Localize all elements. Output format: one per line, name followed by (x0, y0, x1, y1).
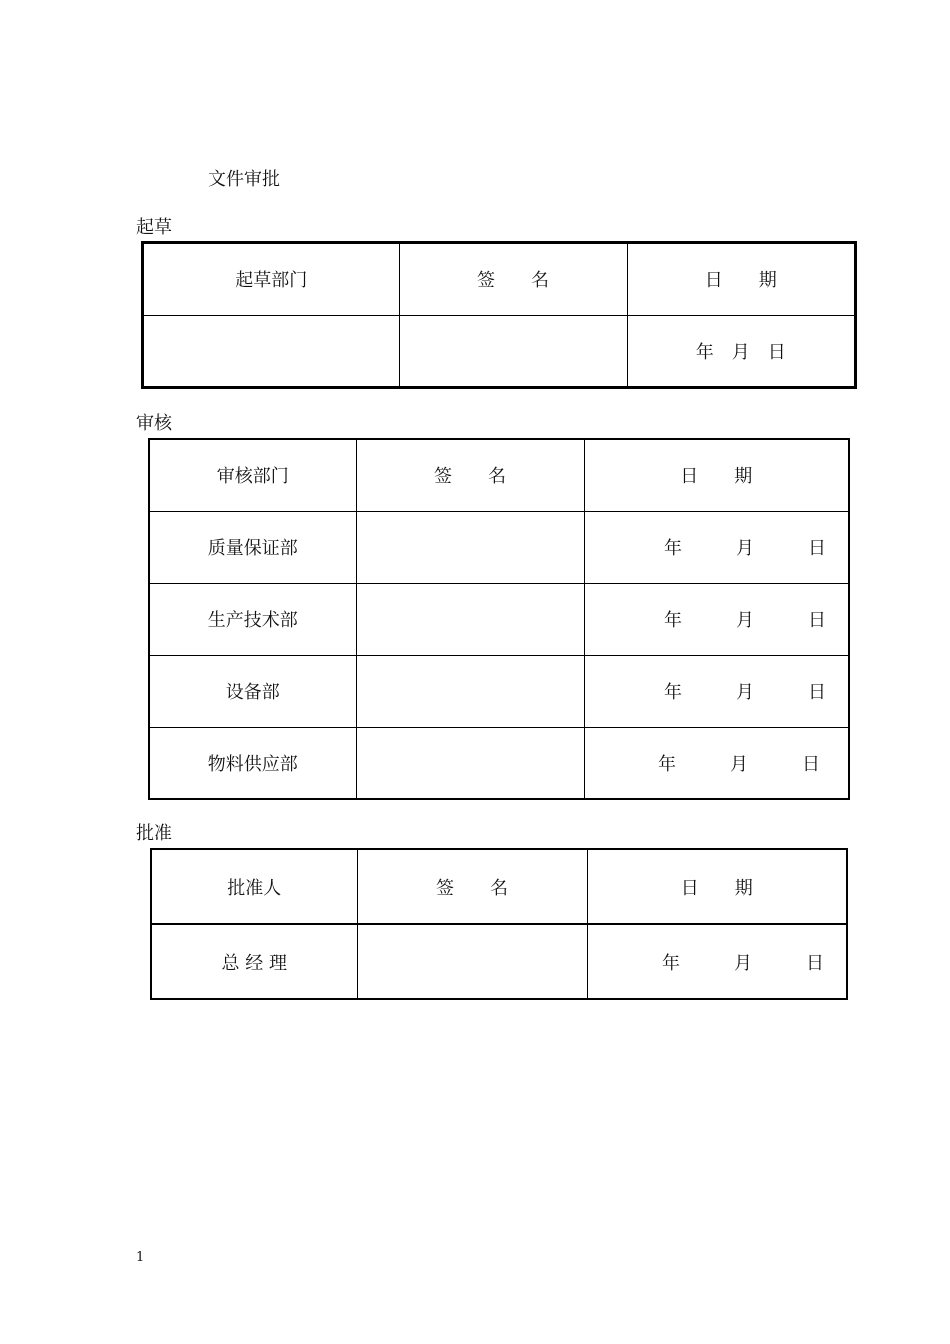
review-dept-cell: 设备部 (149, 655, 356, 727)
review-signature-cell[interactable] (356, 583, 584, 655)
approval-header-row (151, 849, 847, 924)
approval-header-role: 批准人 (151, 849, 357, 924)
approval-date-cell[interactable]: 年 月 日 (587, 924, 847, 999)
review-row-materials (149, 727, 849, 799)
draft-section-label: 起草 (136, 217, 172, 238)
review-header-dept: 审核部门 (149, 439, 356, 511)
review-date-cell[interactable]: 年 月 日 (584, 727, 849, 799)
draft-dept-cell[interactable] (143, 315, 399, 387)
review-row-production (149, 583, 849, 655)
draft-row (143, 315, 855, 387)
approval-section-label: 批准 (136, 823, 172, 844)
review-row-equipment (149, 655, 849, 727)
review-header-signature: 签 名 (356, 439, 584, 511)
review-header-row (149, 439, 849, 511)
review-dept-cell: 生产技术部 (149, 583, 356, 655)
draft-header-date: 日 期 (627, 243, 855, 315)
review-date-cell[interactable]: 年 月 日 (584, 655, 849, 727)
review-date-cell[interactable]: 年 月 日 (584, 583, 849, 655)
review-dept-cell: 质量保证部 (149, 511, 356, 583)
draft-table (142, 242, 856, 388)
approval-role-cell: 总 经 理 (151, 924, 357, 999)
review-dept-cell: 物料供应部 (149, 727, 356, 799)
review-table (148, 438, 850, 800)
review-header-date: 日 期 (584, 439, 849, 511)
approval-row-gm (151, 924, 847, 999)
document-title: 文件审批 (208, 169, 280, 190)
review-section-label: 审核 (136, 413, 172, 434)
page-number: 1 (136, 1250, 145, 1265)
review-date-cell[interactable]: 年 月 日 (584, 511, 849, 583)
draft-header-row (143, 243, 855, 315)
draft-date-cell[interactable]: 年 月 日 (627, 315, 855, 387)
draft-header-signature: 签 名 (399, 243, 627, 315)
approval-table (150, 848, 848, 1000)
approval-signature-cell[interactable] (357, 924, 587, 999)
approval-header-signature: 签 名 (357, 849, 587, 924)
review-row-quality (149, 511, 849, 583)
review-signature-cell[interactable] (356, 655, 584, 727)
draft-header-dept: 起草部门 (143, 243, 399, 315)
review-signature-cell[interactable] (356, 511, 584, 583)
review-signature-cell[interactable] (356, 727, 584, 799)
draft-signature-cell[interactable] (399, 315, 627, 387)
approval-header-date: 日 期 (587, 849, 847, 924)
